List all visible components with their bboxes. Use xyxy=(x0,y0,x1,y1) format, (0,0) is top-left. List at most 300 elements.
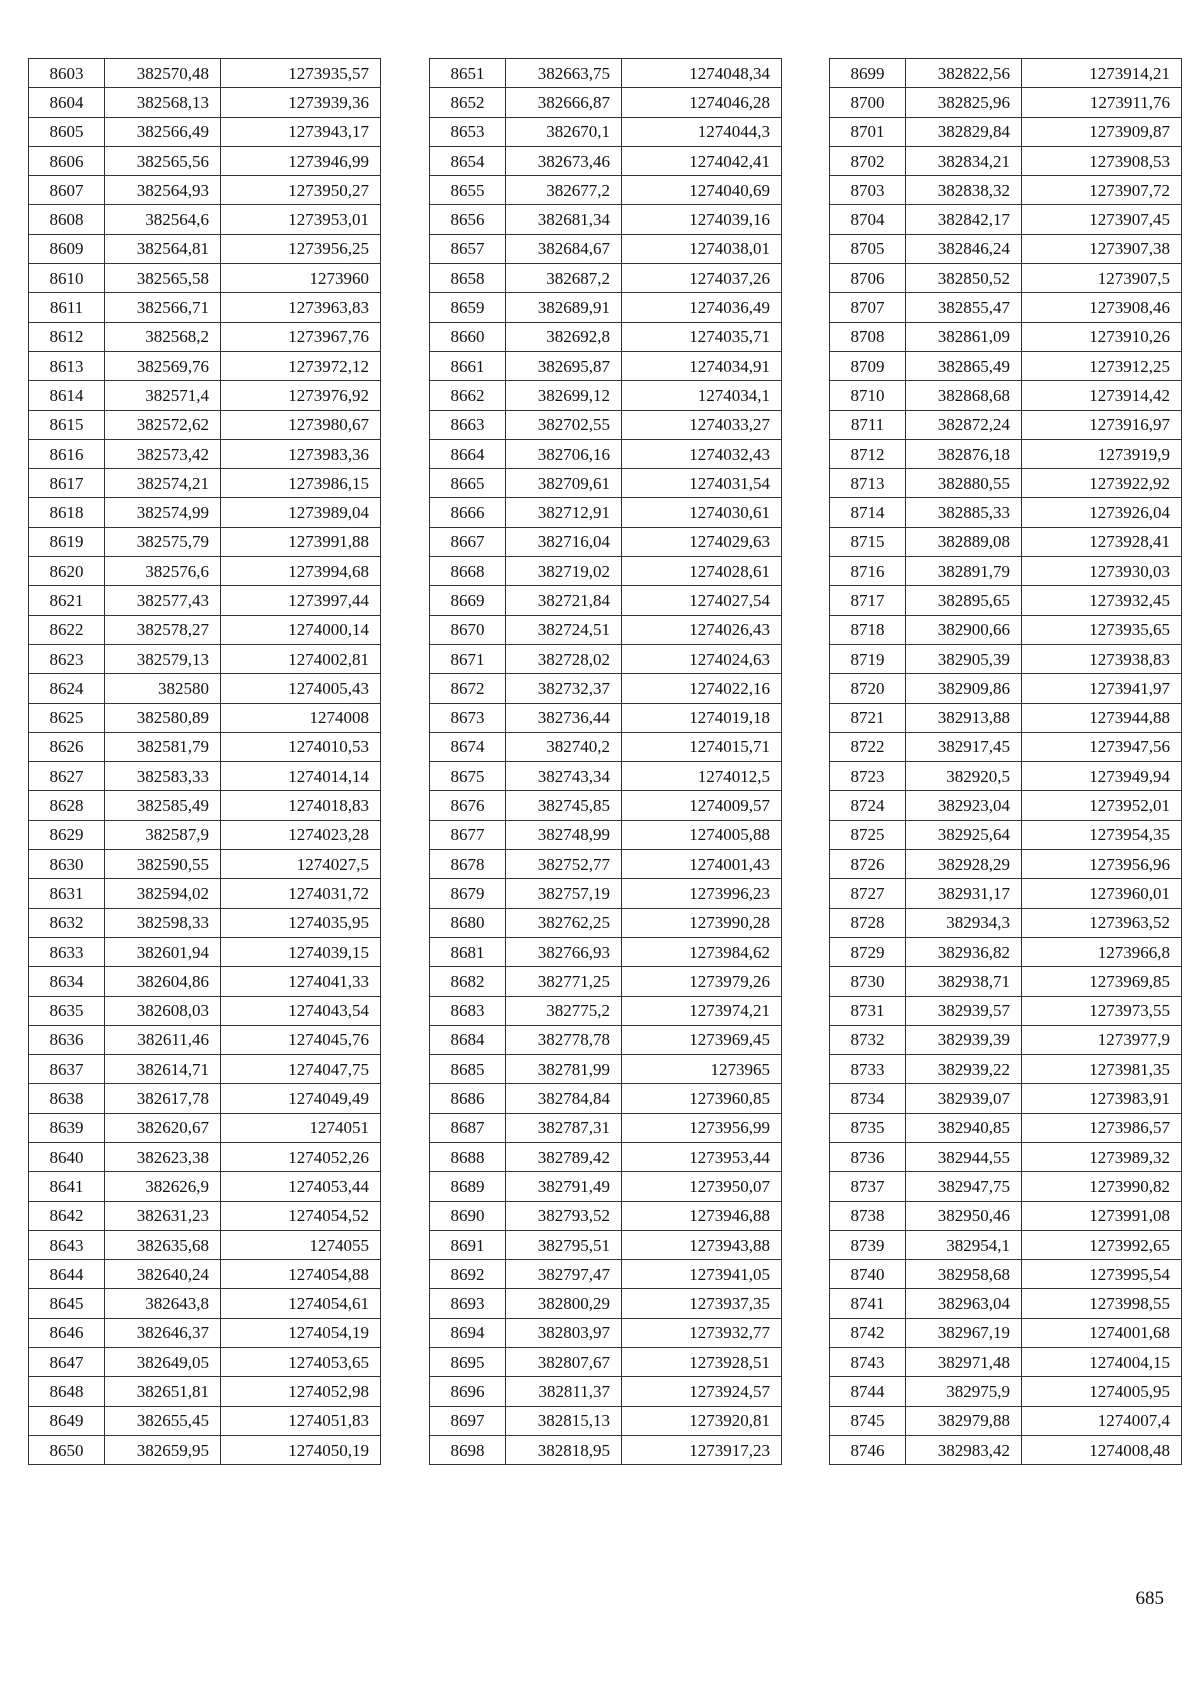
y-coordinate-cell: 1273911,76 xyxy=(1022,88,1182,117)
point-number-cell: 8657 xyxy=(430,234,506,263)
table-row xyxy=(29,703,381,732)
point-number-cell: 8616 xyxy=(29,439,105,468)
y-coordinate-cell: 1273956,25 xyxy=(221,234,381,263)
y-coordinate-cell: 1273928,41 xyxy=(1022,527,1182,556)
point-number-cell: 8626 xyxy=(29,732,105,761)
table-row xyxy=(830,879,1182,908)
y-coordinate-cell: 1273928,51 xyxy=(622,1348,782,1377)
point-number-cell: 8607 xyxy=(29,176,105,205)
x-coordinate-cell: 382800,29 xyxy=(506,1289,622,1318)
y-coordinate-cell: 1273950,27 xyxy=(221,176,381,205)
x-coordinate-cell: 382766,93 xyxy=(506,937,622,966)
y-coordinate-cell: 1274012,5 xyxy=(622,762,782,791)
x-coordinate-cell: 382944,55 xyxy=(906,1142,1022,1171)
point-number-cell: 8693 xyxy=(430,1289,506,1318)
y-coordinate-cell: 1273907,45 xyxy=(1022,205,1182,234)
x-coordinate-cell: 382889,08 xyxy=(906,527,1022,556)
y-coordinate-cell: 1273947,56 xyxy=(1022,732,1182,761)
y-coordinate-cell: 1274036,49 xyxy=(622,293,782,322)
x-coordinate-cell: 382818,95 xyxy=(506,1435,622,1464)
table-row xyxy=(830,1230,1182,1259)
x-coordinate-cell: 382743,34 xyxy=(506,762,622,791)
point-number-cell: 8701 xyxy=(830,117,906,146)
table-row xyxy=(430,59,782,88)
point-number-cell: 8684 xyxy=(430,1025,506,1054)
x-coordinate-cell: 382721,84 xyxy=(506,586,622,615)
point-number-cell: 8705 xyxy=(830,234,906,263)
y-coordinate-cell: 1273995,54 xyxy=(1022,1260,1182,1289)
x-coordinate-cell: 382574,99 xyxy=(105,498,221,527)
x-coordinate-cell: 382598,33 xyxy=(105,908,221,937)
y-coordinate-cell: 1273907,5 xyxy=(1022,264,1182,293)
x-coordinate-cell: 382771,25 xyxy=(506,967,622,996)
x-coordinate-cell: 382617,78 xyxy=(105,1084,221,1113)
point-number-cell: 8673 xyxy=(430,703,506,732)
table-row xyxy=(430,1025,782,1054)
x-coordinate-cell: 382791,49 xyxy=(506,1172,622,1201)
table-row xyxy=(29,615,381,644)
y-coordinate-cell: 1273979,26 xyxy=(622,967,782,996)
table-row xyxy=(29,1289,381,1318)
point-number-cell: 8650 xyxy=(29,1435,105,1464)
point-number-cell: 8614 xyxy=(29,381,105,410)
x-coordinate-cell: 382971,48 xyxy=(906,1348,1022,1377)
x-coordinate-cell: 382983,42 xyxy=(906,1435,1022,1464)
y-coordinate-cell: 1273926,04 xyxy=(1022,498,1182,527)
y-coordinate-cell: 1274001,43 xyxy=(622,850,782,879)
y-coordinate-cell: 1273963,52 xyxy=(1022,908,1182,937)
x-coordinate-cell: 382775,2 xyxy=(506,996,622,1025)
x-coordinate-cell: 382684,67 xyxy=(506,234,622,263)
table-row xyxy=(430,469,782,498)
point-number-cell: 8746 xyxy=(830,1435,906,1464)
table-row xyxy=(29,674,381,703)
x-coordinate-cell: 382594,02 xyxy=(105,879,221,908)
y-coordinate-cell: 1274034,91 xyxy=(622,351,782,380)
y-coordinate-cell: 1273989,04 xyxy=(221,498,381,527)
y-coordinate-cell: 1273950,07 xyxy=(622,1172,782,1201)
page-number: 685 xyxy=(1135,1588,1164,1609)
point-number-cell: 8621 xyxy=(29,586,105,615)
y-coordinate-cell: 1273944,88 xyxy=(1022,703,1182,732)
y-coordinate-cell: 1273941,05 xyxy=(622,1260,782,1289)
y-coordinate-cell: 1273997,44 xyxy=(221,586,381,615)
point-number-cell: 8682 xyxy=(430,967,506,996)
y-coordinate-cell: 1273986,57 xyxy=(1022,1113,1182,1142)
y-coordinate-cell: 1274052,98 xyxy=(221,1377,381,1406)
y-coordinate-cell: 1274027,54 xyxy=(622,586,782,615)
x-coordinate-cell: 382931,17 xyxy=(906,879,1022,908)
point-number-cell: 8722 xyxy=(830,732,906,761)
table-row xyxy=(430,1377,782,1406)
table-row xyxy=(830,1289,1182,1318)
table-row xyxy=(430,381,782,410)
y-coordinate-cell: 1274034,1 xyxy=(622,381,782,410)
y-coordinate-cell: 1274053,44 xyxy=(221,1172,381,1201)
y-coordinate-cell: 1274030,61 xyxy=(622,498,782,527)
y-coordinate-cell: 1273969,45 xyxy=(622,1025,782,1054)
table-row xyxy=(29,762,381,791)
table-row xyxy=(29,205,381,234)
table-row xyxy=(430,117,782,146)
table-row xyxy=(830,820,1182,849)
y-coordinate-cell: 1273916,97 xyxy=(1022,410,1182,439)
x-coordinate-cell: 382570,48 xyxy=(105,59,221,88)
x-coordinate-cell: 382732,37 xyxy=(506,674,622,703)
x-coordinate-cell: 382940,85 xyxy=(906,1113,1022,1142)
table-row xyxy=(29,850,381,879)
table-row xyxy=(430,1289,782,1318)
x-coordinate-cell: 382885,33 xyxy=(906,498,1022,527)
table-row xyxy=(430,1055,782,1084)
table-row xyxy=(29,88,381,117)
y-coordinate-cell: 1274032,43 xyxy=(622,439,782,468)
table-row xyxy=(830,176,1182,205)
y-coordinate-cell: 1273991,88 xyxy=(221,527,381,556)
x-coordinate-cell: 382920,5 xyxy=(906,762,1022,791)
x-coordinate-cell: 382681,34 xyxy=(506,205,622,234)
point-number-cell: 8709 xyxy=(830,351,906,380)
table-row xyxy=(29,146,381,175)
x-coordinate-cell: 382580,89 xyxy=(105,703,221,732)
point-number-cell: 8664 xyxy=(430,439,506,468)
x-coordinate-cell: 382689,91 xyxy=(506,293,622,322)
x-coordinate-cell: 382578,27 xyxy=(105,615,221,644)
point-number-cell: 8671 xyxy=(430,644,506,673)
x-coordinate-cell: 382803,97 xyxy=(506,1318,622,1347)
x-coordinate-cell: 382655,45 xyxy=(105,1406,221,1435)
table-row xyxy=(430,1084,782,1113)
x-coordinate-cell: 382574,21 xyxy=(105,469,221,498)
point-number-cell: 8697 xyxy=(430,1406,506,1435)
x-coordinate-cell: 382666,87 xyxy=(506,88,622,117)
point-number-cell: 8651 xyxy=(430,59,506,88)
x-coordinate-cell: 382900,66 xyxy=(906,615,1022,644)
table-row xyxy=(430,293,782,322)
y-coordinate-cell: 1274049,49 xyxy=(221,1084,381,1113)
point-number-cell: 8699 xyxy=(830,59,906,88)
x-coordinate-cell: 382568,13 xyxy=(105,88,221,117)
x-coordinate-cell: 382876,18 xyxy=(906,439,1022,468)
x-coordinate-cell: 382643,8 xyxy=(105,1289,221,1318)
point-number-cell: 8624 xyxy=(29,674,105,703)
point-number-cell: 8631 xyxy=(29,879,105,908)
table-row xyxy=(29,1348,381,1377)
x-coordinate-cell: 382585,49 xyxy=(105,791,221,820)
table-row xyxy=(830,527,1182,556)
point-number-cell: 8721 xyxy=(830,703,906,732)
y-coordinate-cell: 1273937,35 xyxy=(622,1289,782,1318)
x-coordinate-cell: 382795,51 xyxy=(506,1230,622,1259)
table-row xyxy=(430,146,782,175)
table-row xyxy=(29,117,381,146)
x-coordinate-cell: 382850,52 xyxy=(906,264,1022,293)
x-coordinate-cell: 382947,75 xyxy=(906,1172,1022,1201)
y-coordinate-cell: 1274027,5 xyxy=(221,850,381,879)
x-coordinate-cell: 382807,67 xyxy=(506,1348,622,1377)
table-row xyxy=(830,674,1182,703)
x-coordinate-cell: 382566,49 xyxy=(105,117,221,146)
y-coordinate-cell: 1273996,23 xyxy=(622,879,782,908)
table-row xyxy=(830,615,1182,644)
table-row xyxy=(29,732,381,761)
x-coordinate-cell: 382928,29 xyxy=(906,850,1022,879)
table-row xyxy=(830,1025,1182,1054)
point-number-cell: 8628 xyxy=(29,791,105,820)
point-number-cell: 8635 xyxy=(29,996,105,1025)
point-number-cell: 8663 xyxy=(430,410,506,439)
point-number-cell: 8742 xyxy=(830,1318,906,1347)
table-row xyxy=(29,1260,381,1289)
point-number-cell: 8608 xyxy=(29,205,105,234)
point-number-cell: 8700 xyxy=(830,88,906,117)
x-coordinate-cell: 382872,24 xyxy=(906,410,1022,439)
table-row xyxy=(29,234,381,263)
y-coordinate-cell: 1273914,21 xyxy=(1022,59,1182,88)
point-number-cell: 8606 xyxy=(29,146,105,175)
table-row xyxy=(430,879,782,908)
x-coordinate-cell: 382748,99 xyxy=(506,820,622,849)
x-coordinate-cell: 382706,16 xyxy=(506,439,622,468)
y-coordinate-cell: 1273908,53 xyxy=(1022,146,1182,175)
x-coordinate-cell: 382855,47 xyxy=(906,293,1022,322)
point-number-cell: 8640 xyxy=(29,1142,105,1171)
point-number-cell: 8728 xyxy=(830,908,906,937)
x-coordinate-cell: 382575,79 xyxy=(105,527,221,556)
x-coordinate-cell: 382670,1 xyxy=(506,117,622,146)
point-number-cell: 8623 xyxy=(29,644,105,673)
point-number-cell: 8666 xyxy=(430,498,506,527)
point-number-cell: 8727 xyxy=(830,879,906,908)
table-row xyxy=(830,1055,1182,1084)
y-coordinate-cell: 1274040,69 xyxy=(622,176,782,205)
point-number-cell: 8735 xyxy=(830,1113,906,1142)
y-coordinate-cell: 1273930,03 xyxy=(1022,557,1182,586)
point-number-cell: 8659 xyxy=(430,293,506,322)
point-number-cell: 8674 xyxy=(430,732,506,761)
table-row xyxy=(430,820,782,849)
x-coordinate-cell: 382604,86 xyxy=(105,967,221,996)
x-coordinate-cell: 382565,58 xyxy=(105,264,221,293)
point-number-cell: 8658 xyxy=(430,264,506,293)
y-coordinate-cell: 1274026,43 xyxy=(622,615,782,644)
table-row xyxy=(29,1406,381,1435)
x-coordinate-cell: 382938,71 xyxy=(906,967,1022,996)
x-coordinate-cell: 382614,71 xyxy=(105,1055,221,1084)
x-coordinate-cell: 382880,55 xyxy=(906,469,1022,498)
point-number-cell: 8648 xyxy=(29,1377,105,1406)
y-coordinate-cell: 1273908,46 xyxy=(1022,293,1182,322)
x-coordinate-cell: 382635,68 xyxy=(105,1230,221,1259)
coordinates-table-2 xyxy=(429,58,782,1465)
x-coordinate-cell: 382577,43 xyxy=(105,586,221,615)
point-number-cell: 8675 xyxy=(430,762,506,791)
point-number-cell: 8698 xyxy=(430,1435,506,1464)
table-row xyxy=(430,1113,782,1142)
table-row xyxy=(830,117,1182,146)
table-row xyxy=(29,1084,381,1113)
y-coordinate-cell: 1274005,43 xyxy=(221,674,381,703)
table-row xyxy=(830,791,1182,820)
y-coordinate-cell: 1273935,57 xyxy=(221,59,381,88)
table-row xyxy=(29,586,381,615)
point-number-cell: 8665 xyxy=(430,469,506,498)
y-coordinate-cell: 1274048,34 xyxy=(622,59,782,88)
y-coordinate-cell: 1274009,57 xyxy=(622,791,782,820)
x-coordinate-cell: 382793,52 xyxy=(506,1201,622,1230)
table-row xyxy=(830,937,1182,966)
point-number-cell: 8744 xyxy=(830,1377,906,1406)
point-number-cell: 8669 xyxy=(430,586,506,615)
table-row xyxy=(29,322,381,351)
table-row xyxy=(29,967,381,996)
x-coordinate-cell: 382651,81 xyxy=(105,1377,221,1406)
y-coordinate-cell: 1273952,01 xyxy=(1022,791,1182,820)
x-coordinate-cell: 382936,82 xyxy=(906,937,1022,966)
point-number-cell: 8677 xyxy=(430,820,506,849)
y-coordinate-cell: 1273983,91 xyxy=(1022,1084,1182,1113)
y-coordinate-cell: 1274029,63 xyxy=(622,527,782,556)
x-coordinate-cell: 382789,42 xyxy=(506,1142,622,1171)
table-row xyxy=(430,1172,782,1201)
y-coordinate-cell: 1273912,25 xyxy=(1022,351,1182,380)
table-row xyxy=(430,1230,782,1259)
y-coordinate-cell: 1273994,68 xyxy=(221,557,381,586)
point-number-cell: 8611 xyxy=(29,293,105,322)
table-row xyxy=(29,527,381,556)
table-row xyxy=(29,469,381,498)
y-coordinate-cell: 1273953,44 xyxy=(622,1142,782,1171)
point-number-cell: 8714 xyxy=(830,498,906,527)
table-row xyxy=(29,439,381,468)
x-coordinate-cell: 382868,68 xyxy=(906,381,1022,410)
point-number-cell: 8662 xyxy=(430,381,506,410)
x-coordinate-cell: 382568,2 xyxy=(105,322,221,351)
x-coordinate-cell: 382712,91 xyxy=(506,498,622,527)
y-coordinate-cell: 1274052,26 xyxy=(221,1142,381,1171)
y-coordinate-cell: 1273920,81 xyxy=(622,1406,782,1435)
point-number-cell: 8732 xyxy=(830,1025,906,1054)
y-coordinate-cell: 1274000,14 xyxy=(221,615,381,644)
point-number-cell: 8715 xyxy=(830,527,906,556)
y-coordinate-cell: 1273956,99 xyxy=(622,1113,782,1142)
table-row xyxy=(830,146,1182,175)
table-row xyxy=(830,996,1182,1025)
y-coordinate-cell: 1274054,88 xyxy=(221,1260,381,1289)
x-coordinate-cell: 382979,88 xyxy=(906,1406,1022,1435)
y-coordinate-cell: 1273953,01 xyxy=(221,205,381,234)
point-number-cell: 8723 xyxy=(830,762,906,791)
y-coordinate-cell: 1274054,19 xyxy=(221,1318,381,1347)
table-row xyxy=(830,1348,1182,1377)
x-coordinate-cell: 382846,24 xyxy=(906,234,1022,263)
point-number-cell: 8670 xyxy=(430,615,506,644)
table-row xyxy=(430,439,782,468)
y-coordinate-cell: 1273932,45 xyxy=(1022,586,1182,615)
x-coordinate-cell: 382564,81 xyxy=(105,234,221,263)
y-coordinate-cell: 1274019,18 xyxy=(622,703,782,732)
point-number-cell: 8639 xyxy=(29,1113,105,1142)
x-coordinate-cell: 382778,78 xyxy=(506,1025,622,1054)
y-coordinate-cell: 1274041,33 xyxy=(221,967,381,996)
point-number-cell: 8710 xyxy=(830,381,906,410)
point-number-cell: 8737 xyxy=(830,1172,906,1201)
point-number-cell: 8653 xyxy=(430,117,506,146)
table-row xyxy=(430,264,782,293)
y-coordinate-cell: 1274045,76 xyxy=(221,1025,381,1054)
x-coordinate-cell: 382571,4 xyxy=(105,381,221,410)
x-coordinate-cell: 382659,95 xyxy=(105,1435,221,1464)
y-coordinate-cell: 1273976,92 xyxy=(221,381,381,410)
y-coordinate-cell: 1273990,82 xyxy=(1022,1172,1182,1201)
x-coordinate-cell: 382913,88 xyxy=(906,703,1022,732)
y-coordinate-cell: 1273986,15 xyxy=(221,469,381,498)
y-coordinate-cell: 1274005,95 xyxy=(1022,1377,1182,1406)
table-row xyxy=(830,469,1182,498)
y-coordinate-cell: 1273998,55 xyxy=(1022,1289,1182,1318)
table-row xyxy=(430,1318,782,1347)
point-number-cell: 8736 xyxy=(830,1142,906,1171)
x-coordinate-cell: 382934,3 xyxy=(906,908,1022,937)
y-coordinate-cell: 1274055 xyxy=(221,1230,381,1259)
coordinates-table-1 xyxy=(28,58,381,1465)
point-number-cell: 8731 xyxy=(830,996,906,1025)
y-coordinate-cell: 1274053,65 xyxy=(221,1348,381,1377)
table-row xyxy=(430,410,782,439)
table-row xyxy=(830,293,1182,322)
table-row xyxy=(430,967,782,996)
table-row xyxy=(29,820,381,849)
table-row xyxy=(830,439,1182,468)
table-row xyxy=(830,557,1182,586)
y-coordinate-cell: 1274035,95 xyxy=(221,908,381,937)
table-row xyxy=(830,644,1182,673)
y-coordinate-cell: 1273938,83 xyxy=(1022,644,1182,673)
y-coordinate-cell: 1273965 xyxy=(622,1055,782,1084)
point-number-cell: 8609 xyxy=(29,234,105,263)
x-coordinate-cell: 382677,2 xyxy=(506,176,622,205)
point-number-cell: 8706 xyxy=(830,264,906,293)
y-coordinate-cell: 1274001,68 xyxy=(1022,1318,1182,1347)
table-row xyxy=(430,791,782,820)
x-coordinate-cell: 382950,46 xyxy=(906,1201,1022,1230)
table-row xyxy=(29,1172,381,1201)
y-coordinate-cell: 1273949,94 xyxy=(1022,762,1182,791)
x-coordinate-cell: 382692,8 xyxy=(506,322,622,351)
x-coordinate-cell: 382623,38 xyxy=(105,1142,221,1171)
y-coordinate-cell: 1273973,55 xyxy=(1022,996,1182,1025)
table-row xyxy=(29,59,381,88)
x-coordinate-cell: 382673,46 xyxy=(506,146,622,175)
point-number-cell: 8636 xyxy=(29,1025,105,1054)
x-coordinate-cell: 382822,56 xyxy=(906,59,1022,88)
point-number-cell: 8685 xyxy=(430,1055,506,1084)
table-row xyxy=(830,586,1182,615)
point-number-cell: 8638 xyxy=(29,1084,105,1113)
point-number-cell: 8726 xyxy=(830,850,906,879)
point-number-cell: 8642 xyxy=(29,1201,105,1230)
table-row xyxy=(430,732,782,761)
table-row xyxy=(430,527,782,556)
point-number-cell: 8738 xyxy=(830,1201,906,1230)
table-row xyxy=(29,908,381,937)
x-coordinate-cell: 382579,13 xyxy=(105,644,221,673)
point-number-cell: 8634 xyxy=(29,967,105,996)
table-row xyxy=(830,234,1182,263)
y-coordinate-cell: 1273919,9 xyxy=(1022,439,1182,468)
x-coordinate-cell: 382564,93 xyxy=(105,176,221,205)
x-coordinate-cell: 382695,87 xyxy=(506,351,622,380)
